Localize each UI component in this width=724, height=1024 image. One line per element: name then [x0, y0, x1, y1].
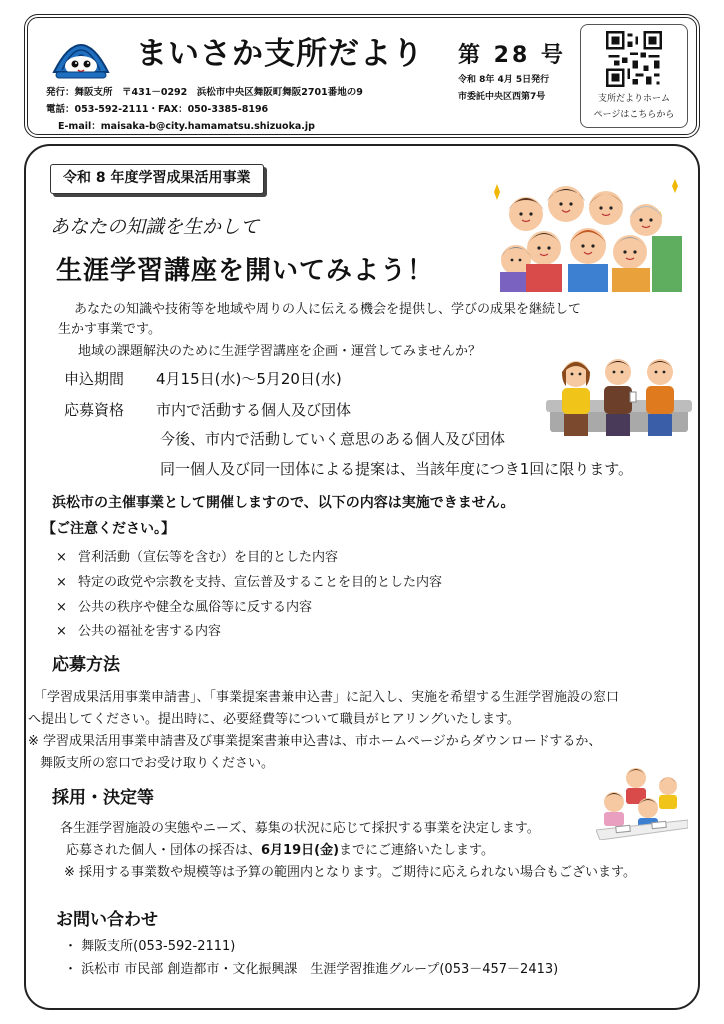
newsletter-header [24, 14, 700, 138]
publisher-phone: 電話：053-592-2111・FAX：050-3385-8196 [46, 104, 269, 115]
qr-code-icon[interactable] [606, 31, 662, 87]
prohibited-item-text: 公共の福祉を害する内容 [78, 624, 222, 639]
prohibited-item [56, 620, 221, 639]
apply-heading: 応募方法 [52, 655, 120, 675]
crowd-illustration [486, 176, 690, 292]
program-badge: 令和 8 年度学習成果活用事業 [50, 164, 264, 194]
prohibited-item [56, 596, 312, 615]
apply-line-2: へ提出してください。提出時に、必要経費等について職員がヒアリングいたします。 [28, 712, 520, 727]
period-value: 4月15日(水)～5月20日(水) [156, 370, 342, 388]
newsletter-title: まいさか支所だより [136, 36, 424, 72]
apply-line-3: ※ 学習成果活用事業申請書及び事業提案書兼申込書は、市ホームページからダウンロードするか、 [28, 734, 602, 749]
tagline: あなたの知識を生かして [50, 216, 260, 238]
qr-caption-line-2: ページはこちらから [593, 110, 675, 120]
selection-line-3: ※ 採用する事業数や規模等は予算の範囲内となります。ご期待に応えられない場合もございます。 [64, 865, 636, 880]
mascot-clam-icon [48, 26, 114, 82]
x-mark: × [56, 550, 67, 565]
x-mark: × [56, 575, 67, 590]
apply-line-4: 舞阪支所の窓口でお受け取りください。 [40, 756, 275, 771]
intro-line-1: あなたの知識や技術等を地域や周りの人に伝える機会を提供し、学びの成果を継続して [74, 302, 582, 317]
intro-line-2: 生かす事業です。 [58, 322, 161, 337]
qr-caption-line-1: 支所だよりホーム [597, 94, 670, 104]
restriction-warning: 浜松市の主催事業として開催しますので、以下の内容は実施できません。 [52, 495, 515, 511]
notification-deadline: 6月19日(金) [261, 843, 340, 858]
notice-heading: 【ご注意ください。】 [42, 521, 175, 537]
selection-text-a: 応募された個人・団体の採否は、 [66, 843, 262, 858]
contact-line-2: ・ 浜松市 市民部 創造都市・文化振興課 生涯学習推進グループ(053－457－2413) [64, 962, 559, 977]
selection-line-1: 各生涯学習施設の実態やニーズ、募集の状況に応じて採択する事業を決定します。 [60, 821, 540, 836]
issue-date-info [458, 72, 549, 106]
issue-number: 第 28 号 [458, 43, 566, 68]
distribution-number: 市委託中央区西第7号 [458, 92, 546, 102]
headline: 生涯学習講座を開いてみよう！ [56, 256, 435, 286]
eligibility-line-1: 市内で活動する個人及び団体 [156, 401, 352, 419]
selection-line-2 [66, 839, 494, 858]
intro-line-3: 地域の課題解決のために生涯学習講座を企画・運営してみませんか？ [78, 344, 482, 359]
prohibited-item [56, 571, 442, 590]
prohibited-item-text: 公共の秩序や健全な風俗等に反する内容 [78, 600, 313, 615]
eligibility-line-2: 今後、市内で活動していく意思のある個人及び団体 [160, 430, 506, 448]
selection-text-c: までにご連絡いたします。 [339, 843, 495, 858]
prohibited-item-text: 営利活動（宣伝等を含む）を目的とした内容 [78, 550, 339, 565]
qr-box[interactable] [580, 24, 688, 128]
bench-people-illustration [546, 352, 692, 444]
prohibited-item [56, 546, 338, 565]
qr-caption [583, 91, 685, 123]
issue-date: 令和 8年 4月 5日発行 [458, 75, 550, 85]
meeting-illustration [596, 764, 688, 840]
prohibited-item-text: 特定の政党や宗教を支持、宣伝普及することを目的とした内容 [78, 575, 443, 590]
publisher-address: 発行：舞阪支所 〒431－0292 浜松市中央区舞阪町舞阪2701番地の9 [46, 87, 363, 98]
eligibility-line-3: 同一個人及び同一団体による提案は、当該年度につき1回に限ります。 [160, 460, 634, 478]
publisher-info [46, 84, 363, 135]
eligibility-label: 応募資格 [64, 401, 125, 419]
contact-line-1: ・ 舞阪支所(053-592-2111) [64, 939, 236, 954]
selection-heading: 採用・決定等 [52, 788, 154, 808]
contact-heading: お問い合わせ [56, 910, 158, 930]
x-mark: × [56, 624, 67, 639]
publisher-email[interactable]: E-mail：maisaka-b@city.hamamatsu.shizuoka.jp [58, 121, 315, 132]
x-mark: × [56, 600, 67, 615]
apply-line-1: 「学習成果活用事業申請書」、「事業提案書兼申込書」に記入し、実施を希望する生涯学習施設の窓口 [34, 690, 620, 705]
period-label: 申込期間 [64, 370, 125, 388]
